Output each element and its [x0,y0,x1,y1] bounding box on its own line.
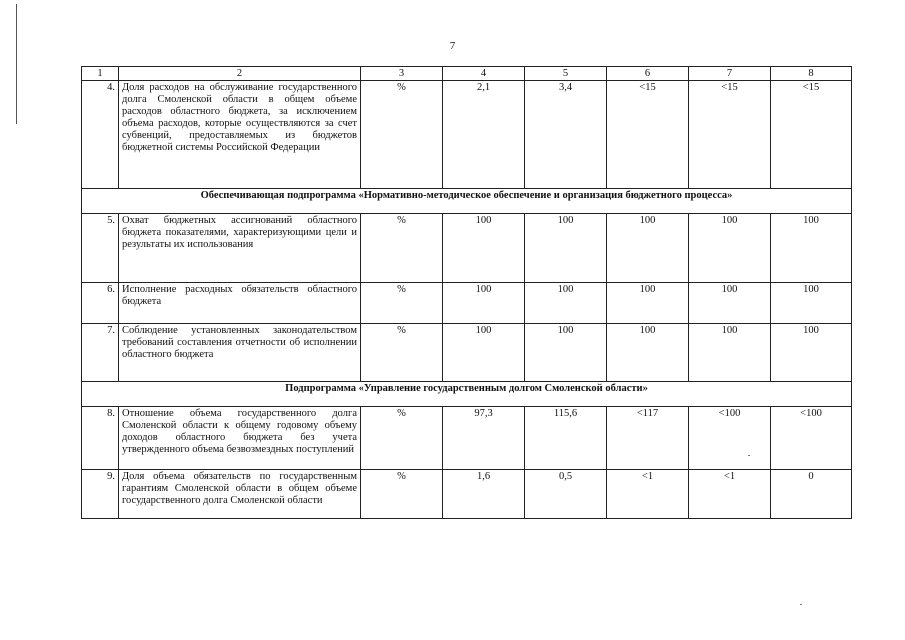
indicator-description: Доля объема обязательств по государственным гарантиям Смоленской области в общем объеме государственного долга Смоленской области [119,470,361,519]
value-cell: 100 [607,214,689,283]
value-cell: 3,4 [525,81,607,189]
value-cell: <117 [607,407,689,470]
value-cell: 2,1 [443,81,525,189]
value-cell: 100 [607,324,689,382]
value-cell: 100 [443,214,525,283]
column-header: 5 [525,67,607,81]
value-cell: 115,6 [525,407,607,470]
unit-cell: % [361,470,443,519]
value-cell: <15 [607,81,689,189]
value-cell: <1 [689,470,771,519]
margin-line [16,4,17,124]
column-header: 3 [361,67,443,81]
value-cell: <100 [689,407,771,470]
section-title: Подпрограмма «Управление государственным долгом Смоленской области» [82,382,852,407]
column-header-row [82,67,852,81]
indicator-description: Охват бюджетных ассигнований областного бюджета показателями, характеризующими цели и результаты их использования [119,214,361,283]
value-cell: 0 [771,470,852,519]
value-cell: 100 [771,324,852,382]
value-cell: 100 [689,283,771,324]
value-cell: 100 [443,324,525,382]
unit-cell: % [361,214,443,283]
value-cell: 100 [771,283,852,324]
value-cell: 97,3 [443,407,525,470]
scan-speck [748,455,750,456]
value-cell: <100 [771,407,852,470]
table-row [82,407,852,470]
value-cell: 100 [525,214,607,283]
value-cell: 100 [689,324,771,382]
section-row [82,189,852,214]
row-number: 9. [82,470,119,519]
column-header: 7 [689,67,771,81]
column-header: 6 [607,67,689,81]
row-number: 6. [82,283,119,324]
table-row [82,214,852,283]
section-row [82,382,852,407]
row-number: 8. [82,407,119,470]
value-cell: 100 [771,214,852,283]
value-cell: 100 [607,283,689,324]
indicator-description: Соблюдение установленных законодательством требований составления отчетности об исполнении областного бюджета [119,324,361,382]
page-number: 7 [449,40,456,52]
table-row [82,324,852,382]
column-header: 4 [443,67,525,81]
unit-cell: % [361,283,443,324]
row-number: 7. [82,324,119,382]
value-cell: 1,6 [443,470,525,519]
value-cell: <1 [607,470,689,519]
table-row [82,81,852,189]
value-cell: 100 [443,283,525,324]
row-number: 4. [82,81,119,189]
value-cell: 100 [525,324,607,382]
value-cell: 100 [525,283,607,324]
indicator-description: Исполнение расходных обязательств областного бюджета [119,283,361,324]
section-title: Обеспечивающая подпрограмма «Нормативно-методическое обеспечение и организация бюджетного процесса» [82,189,852,214]
table-row [82,283,852,324]
table-row [82,470,852,519]
value-cell: <15 [771,81,852,189]
unit-cell: % [361,407,443,470]
unit-cell: % [361,81,443,189]
column-header: 8 [771,67,852,81]
value-cell: 0,5 [525,470,607,519]
value-cell: 100 [689,214,771,283]
indicators-table [81,66,852,519]
indicator-description: Доля расходов на обслуживание государственного долга Смоленской области в общем объеме расходов областного бюджета, за исключением объема расходов, которые осуществляются за счет субвенций, предоставляемых из бюджетов бюджетной системы Российской Федерации [119,81,361,189]
row-number: 5. [82,214,119,283]
unit-cell: % [361,324,443,382]
value-cell: <15 [689,81,771,189]
scan-speck [800,604,802,605]
column-header: 2 [119,67,361,81]
column-header: 1 [82,67,119,81]
indicator-description: Отношение объема государственного долга Смоленской области к общему годовому объему доходов областного бюджета без учета утвержденного объема безвозмездных поступлений [119,407,361,470]
